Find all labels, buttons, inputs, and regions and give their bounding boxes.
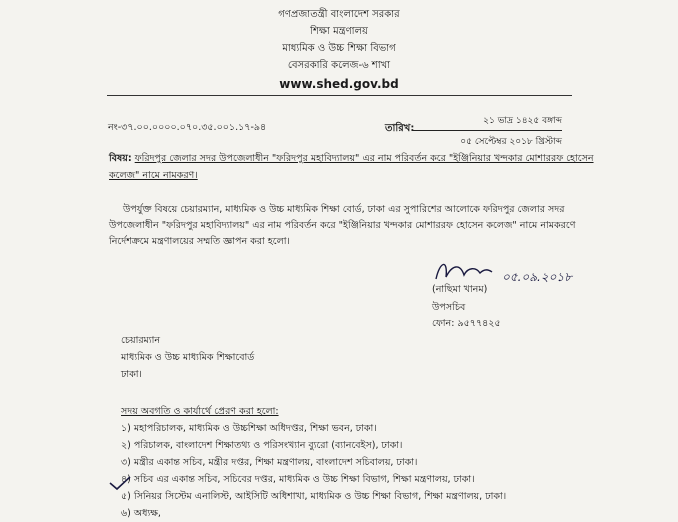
recipient-block — [121, 332, 254, 383]
list-item: ৫) সিনিয়র সিস্টেম এনালিস্ট, আইসিটি অধিশাখা, মাধ্যমিক ও উচ্চ শিক্ষা বিভাগ, শিক্ষা মন্ত্রণালয়, ঢাকা। — [121, 491, 507, 502]
memo-number: নং-৩৭.০০.০০০০.০৭০.৩৫.০০১.১৭-৯৪ — [108, 122, 267, 133]
cc-heading: সদয় অবগতি ও কার্যার্থে প্রেরণ করা হলো: — [121, 406, 279, 417]
subject-text: ফরিদপুর জেলার সদর উপজেলাধীন "ফরিদপুর মহাবিদ্যালয়" এর নাম পরিবর্তন করে "ইঞ্জিনিয়ার খন্দকার মোশাররফ হোসেন কলেজ" নামে নামকরণ। — [109, 153, 594, 181]
signatory-phone: ফোন: ৯৫৭৭৪২৫ — [432, 318, 501, 329]
date-label: তারিখ: — [385, 123, 415, 134]
list-item: ৩) মন্ত্রীর একান্ত সচিব, মন্ত্রীর দপ্তর, শিক্ষা মন্ত্রণালয়, বাংলাদেশ সচিবালয়, ঢাকা। — [121, 457, 418, 468]
recipient-line-3: ঢাকা। — [121, 369, 142, 380]
date-bangla: ২১ ভাদ্র ১৪২৫ বঙ্গাব্দ — [412, 113, 562, 131]
handwritten-date: ০৫.০৯.২০১৮ — [502, 270, 572, 284]
date-block — [412, 113, 562, 149]
date-english: ০৫ সেপ্টেম্বর ২০১৮ খ্রিস্টাব্দ — [460, 137, 562, 147]
list-item: ২) পরিচালক, বাংলাদেশ শিক্ষাতথ্য ও পরিসংখ্যান ব্যুরো (ব্যানবেইস), ঢাকা। — [121, 440, 403, 451]
cc-list — [121, 420, 621, 522]
list-item: ১) মহাপরিচালক, মাধ্যমিক ও উচ্চশিক্ষা অধিদপ্তর, শিক্ষা ভবন, ঢাকা। — [121, 423, 377, 434]
signatory-title: উপসচিব — [432, 302, 466, 313]
website-link[interactable]: www.shed.gov.bd — [279, 77, 399, 91]
subject-line — [109, 150, 599, 184]
section-name: বেসরকারি কলেজ-৬ শাখা — [287, 60, 391, 71]
ministry-name: শিক্ষা মন্ত্রণালয় — [310, 26, 368, 37]
recipient-line-2: মাধ্যমিক ও উচ্চ মাধ্যমিক শিক্ষাবোর্ড — [121, 352, 255, 363]
header-divider — [107, 95, 572, 96]
body-paragraph: উপর্যুক্ত বিষয়ে চেয়ারম্যান, মাধ্যমিক ও উচ্চ মাধ্যমিক শিক্ষা বোর্ড, ঢাকা এর সুপারিশের আলোকে ফরিদপুর জেলার সদর উপজেলাধীন "ফরিদপুর মহাবিদ্যালয়" এর নাম পরিবর্তন করে "ইঞ্জিনিয়ার খন্দকার মোশাররফ হোসেন কলেজ" নামে নামকরণে নির্দেশক্রমে মন্ত্রণালয়ের সম্মতি জ্ঞাপন করা হলো। — [109, 204, 576, 247]
division-name: মাধ্যমিক ও উচ্চ শিক্ষা বিভাগ — [282, 43, 396, 54]
checkmark-icon — [108, 475, 132, 491]
signatory-name: (নাছিমা খানম) — [432, 284, 488, 295]
list-item: ৬) অধ্যক্ষ, — [121, 508, 161, 519]
subject-label: বিষয়: — [109, 153, 132, 164]
letterhead — [0, 6, 678, 93]
recipient-line-1: চেয়ারম্যান — [121, 335, 161, 346]
list-item: ৪) সচিব এর একান্ত সচিব, সচিবের দপ্তর, মাধ্যমিক ও উচ্চ শিক্ষা বিভাগ, শিক্ষা মন্ত্রণালয়, ঢাকা। — [121, 474, 475, 485]
government-name: গণপ্রজাতন্ত্রী বাংলাদেশ সরকার — [278, 9, 400, 20]
